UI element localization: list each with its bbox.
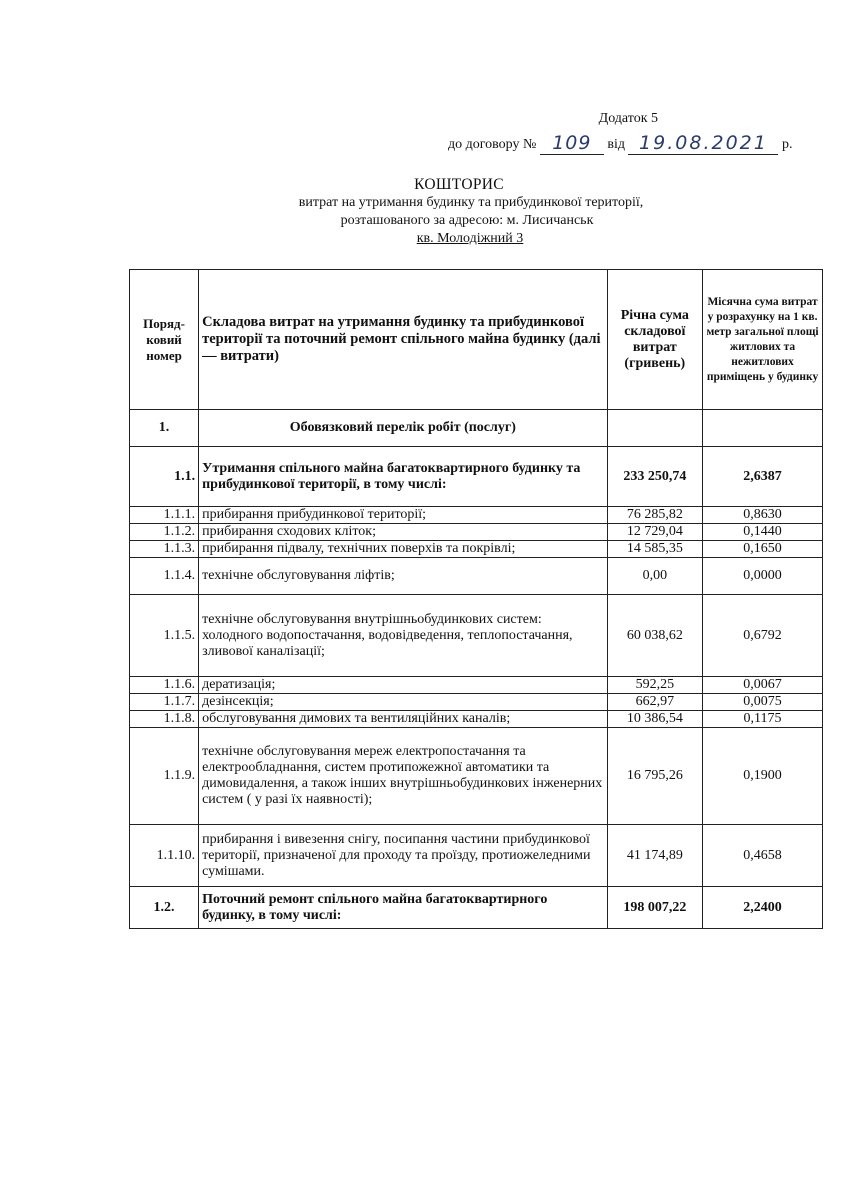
- table-row: [130, 524, 823, 541]
- row-monthly-sum: 0,0075: [703, 694, 823, 711]
- contract-number: 109: [540, 132, 604, 155]
- row-number: 1.1.6.: [130, 677, 199, 694]
- row-annual-sum: [607, 410, 703, 447]
- row-annual-sum: 16 795,26: [607, 728, 703, 825]
- document-title: КОШТОРИС: [414, 176, 504, 193]
- row-number: 1.1.7.: [130, 694, 199, 711]
- row-number: 1.2.: [130, 887, 199, 929]
- document-title-block: [0, 176, 858, 248]
- row-annual-sum: 198 007,22: [607, 887, 703, 929]
- row-monthly-sum: 2,2400: [703, 887, 823, 929]
- row-description: Поточний ремонт спільного майна багатоквартирного будинку, в тому числі:: [199, 887, 607, 929]
- row-description: дератизація;: [199, 677, 607, 694]
- row-annual-sum: 14 585,35: [607, 541, 703, 558]
- row-number: 1.1.10.: [130, 825, 199, 887]
- row-description: дезінсекція;: [199, 694, 607, 711]
- row-description: прибирання прибудинкової території;: [199, 507, 607, 524]
- date-prefix: від: [607, 137, 625, 152]
- table-row: [130, 410, 823, 447]
- row-annual-sum: 662,97: [607, 694, 703, 711]
- table-row: [130, 677, 823, 694]
- date-suffix: р.: [781, 137, 793, 152]
- row-description: прибирання і вивезення снігу, посипання частини прибудинкової території, призначеної для проходу та проїзду, протиожеледними сумішами.: [199, 825, 607, 887]
- row-annual-sum: 12 729,04: [607, 524, 703, 541]
- table-row: [130, 558, 823, 595]
- table-header-row: [130, 270, 823, 410]
- row-monthly-sum: 0,1440: [703, 524, 823, 541]
- row-annual-sum: 10 386,54: [607, 711, 703, 728]
- row-number: 1.1.8.: [130, 711, 199, 728]
- row-number: 1.1.: [130, 447, 199, 507]
- cost-estimate-table: [129, 269, 823, 929]
- row-description: обслуговування димових та вентиляційних каналів;: [199, 711, 607, 728]
- document-subtitle-line-1: витрат на утримання будинку та прибудинкової території,: [298, 195, 644, 210]
- row-number: 1.1.5.: [130, 595, 199, 677]
- row-monthly-sum: 0,6792: [703, 595, 823, 677]
- row-monthly-sum: 0,1650: [703, 541, 823, 558]
- table-row: [130, 694, 823, 711]
- row-annual-sum: 60 038,62: [607, 595, 703, 677]
- row-monthly-sum: 0,4658: [703, 825, 823, 887]
- row-number: 1.1.4.: [130, 558, 199, 595]
- table-row: [130, 728, 823, 825]
- table-row: [130, 887, 823, 929]
- header-monthly: Місячна сума витрат у розрахунку на 1 кв. метр загальної площі житлових та нежитлових приміщень у будинку: [703, 270, 823, 410]
- row-annual-sum: 592,25: [607, 677, 703, 694]
- table-row: [130, 825, 823, 887]
- row-number: 1.1.3.: [130, 541, 199, 558]
- row-monthly-sum: 0,1900: [703, 728, 823, 825]
- row-number: 1.1.2.: [130, 524, 199, 541]
- document-subtitle-line-2: розташованого за адресою: м. Лисичанськ: [340, 213, 594, 228]
- row-monthly-sum: 0,0000: [703, 558, 823, 595]
- row-annual-sum: 41 174,89: [607, 825, 703, 887]
- row-description: технічне обслуговування мереж електропостачання та електрообладнання, систем протипожежної автоматики та димовидалення, а також інших внутрішньобудинкових інженерних систем ( у разі їх наявності);: [199, 728, 607, 825]
- row-annual-sum: 233 250,74: [607, 447, 703, 507]
- row-description: прибирання підвалу, технічних поверхів та покрівлі;: [199, 541, 607, 558]
- row-annual-sum: 0,00: [607, 558, 703, 595]
- row-monthly-sum: 0,1175: [703, 711, 823, 728]
- row-description: Обовязковий перелік робіт (послуг): [199, 410, 607, 447]
- contract-prefix: до договору №: [448, 137, 537, 152]
- header-number: Поряд-ковий номер: [130, 270, 199, 410]
- row-monthly-sum: 0,0067: [703, 677, 823, 694]
- header-annual: Річна сума складової витрат (гривень): [607, 270, 703, 410]
- row-description: технічне обслуговування внутрішньобудинкових систем: холодного водопостачання, водовідведення, теплопостачання, зливової каналізації;: [199, 595, 607, 677]
- row-description: Утримання спільного майна багатоквартирного будинку та прибудинкової території, в тому числі:: [199, 447, 607, 507]
- table-row: [130, 507, 823, 524]
- row-description: прибирання сходових кліток;: [199, 524, 607, 541]
- document-address: кв. Молодіжний 3: [416, 231, 524, 246]
- row-annual-sum: 76 285,82: [607, 507, 703, 524]
- contract-line: [448, 131, 792, 154]
- row-monthly-sum: 2,6387: [703, 447, 823, 507]
- row-monthly-sum: 0,8630: [703, 507, 823, 524]
- header-component: Складова витрат на утримання будинку та прибудинкової території та поточний ремонт спільного майна будинку (далі — витрати): [199, 270, 607, 410]
- row-number: 1.1.1.: [130, 507, 199, 524]
- table-row: [130, 711, 823, 728]
- addendum-label: Додаток 5: [598, 111, 658, 126]
- contract-date: 19.08.2021: [628, 132, 778, 155]
- row-number: 1.: [130, 410, 199, 447]
- row-description: технічне обслуговування ліфтів;: [199, 558, 607, 595]
- row-monthly-sum: [703, 410, 823, 447]
- row-number: 1.1.9.: [130, 728, 199, 825]
- table-row: [130, 447, 823, 507]
- table-row: [130, 541, 823, 558]
- table-row: [130, 595, 823, 677]
